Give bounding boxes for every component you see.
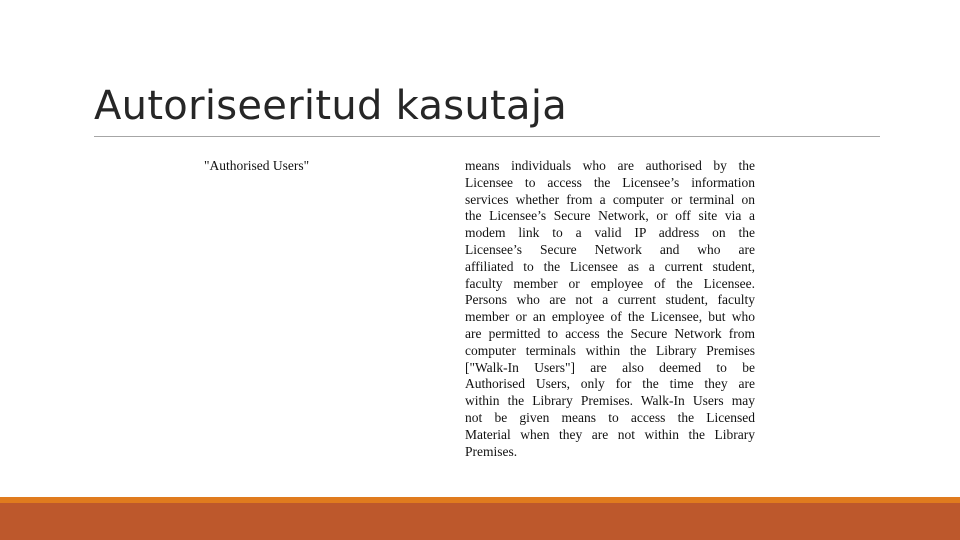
definition-line: not be given means to access the Licensed [465,409,755,425]
definition-line: Licensee to access the Licensee’s information [465,174,755,190]
footer-bar [0,503,960,540]
definition-line: faculty member or employee of the Licensee. [465,275,755,291]
definition-line: modem link to a valid IP address on the [465,225,755,241]
definition-text [465,158,755,460]
definition-line: means individuals who are authorised by the [465,158,755,173]
slide-title: Autoriseeritud kasutaja [94,83,568,129]
definition-line: Premises. [465,443,518,459]
definition-line: Persons who are not a current student, faculty [465,292,755,308]
definition-term: "Authorised Users" [204,158,310,173]
definition-line: Licensee’s Secure Network and who are [465,241,755,257]
definition-line: affiliated to the Licensee as a current student, [465,258,755,274]
definition-line: member or an employee of the Licensee, but who [465,309,755,325]
definition-line: within the Library Premises. Walk-In Users may [465,393,755,409]
definition-line: Material when they are not within the Library [465,426,755,442]
definition-line: Authorised Users, only for the time they are [465,376,755,392]
definition-line: services whether from a computer or terminal on [465,191,755,207]
definition-line: the Licensee’s Secure Network, or off site via a [465,208,755,224]
definition-line: ["Walk-In Users"] are also deemed to be [465,359,755,375]
definition-line: are permitted to access the Secure Network from [465,325,755,341]
definition-line: computer terminals within the Library Premises [465,342,755,358]
title-divider [94,136,880,137]
